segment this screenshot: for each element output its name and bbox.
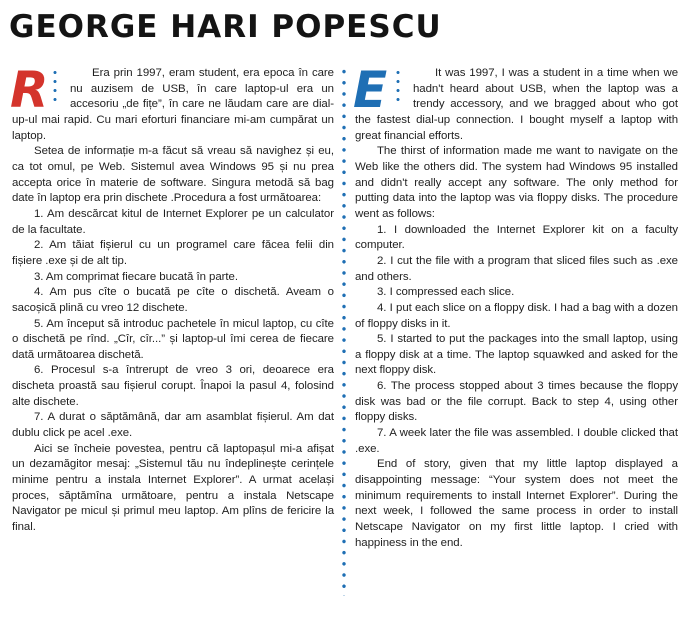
en-step-7: 7. A week later the file was assembled. I double clicked that .exe. (355, 427, 678, 455)
ro-step-2: 2. Am tăiat fișierul cu un programel care făcea felii din fișiere .exe și de alt tip. (12, 239, 334, 267)
en-step-6: 6. The process stopped about 3 times because the floppy disk was bad or the file corrupt. Back to step 4, using other floppy disks. (355, 380, 678, 424)
en-step-2: 2. I cut the file with a program that sliced files such as .exe and others. (355, 254, 678, 283)
ro-step-1: 1. Am descărcat kitul de Internet Explorer pe un calculator de la facultate. (12, 207, 334, 236)
romanian-column (10, 61, 334, 536)
ro-step-7: 7. A durat o săptămână, dar am asamblat fișierul. Am dat dublu click pe acel .exe. (12, 411, 334, 440)
en-step-4: 4. I put each slice on a floppy disk. I had a bag with a dozen of floppy disks in it. (355, 301, 678, 330)
ro-step-6: 6. Procesul s-a întrerupt de vreo 3 ori, deoarece era discheta proastă sau fișierul corupt. Înapoi la pasul 4, folosind alte dischete. (12, 364, 334, 408)
ro-step-4: 4. Am pus cîte o bucată pe cîte o dischetă. Aveam o sacoșică plină cu vreo 12 dischete. (12, 286, 334, 314)
english-column (353, 61, 678, 551)
ro-paragraph-1: Era prin 1997, eram student, era epoca în care nu auzisem de USB, în care laptop-ul era un accesoriu „de fițe”, în care ne lăudam care are dial-up-ul mai rapid. Cu mari eforturi financiare mi-am cumpărat un laptop. (12, 67, 334, 142)
en-paragraph-end: End of story, given that my little laptop displayed a disappointing message: “Your system does not meet the minimum requirements to install Internet Explorer”. During the next week, I followed the same process in order to install Netscape Navigator on my first little laptop. I cried with happiness in the end. (355, 458, 678, 549)
en-paragraph-2: The thirst of information made me want to navigate on the Web like the others did. The system had Windows 95 installed and didn't really accept any software. The only method for putting data into the laptop was via floppy disks. The procedure went as follows: (355, 145, 678, 220)
en-step-5: 5. I started to put the packages into the small laptop, using a floppy disk at a time. The laptop squawked and asked for the next floppy disk. (355, 333, 678, 377)
dropcap-e: E (353, 61, 388, 119)
ro-paragraph-end: Aici se încheie povestea, pentru că laptopașul mi-a afișat un dezamăgitor mesaj: „Sistemul tău nu îndeplinește cerințele minime pentru a instala Internet Explorer”. A urmat același proces, săptămîna următoare, pentru a instala Netscape Navigator pe micul și primul meu laptop. Am plîns de fericire la final. (12, 442, 334, 534)
article-title: GEORGE HARI POPESCU (9, 9, 442, 45)
en-step-1: 1. I downloaded the Internet Explorer kit on a faculty computer. (355, 223, 678, 252)
ro-step-5: 5. Am început să introduc pachetele în micul laptop, cu cîte o dischetă pe rînd. „Cîr, cîr...” și laptop-ul îmi cerea de fiecare dată următoarea dischetă. (12, 317, 334, 361)
en-paragraph-1: It was 1997, I was a student in a time when we hadn't heard about USB, when the laptop was a trendy accessory, and we bragged about who got the fastest dial-up connection. I bought myself a laptop with great financial efforts. (355, 67, 678, 142)
en-step-3: 3. I compressed each slice. (377, 286, 515, 299)
ro-paragraph-2: Setea de informație m-a făcut să vreau să navighez și eu, ca tot omul, pe Web. Sistemul avea Windows 95 și nu prea accepta orice în materie de software. Singura metodă să bag date în laptop era prin dischete .Procedura a fost următoarea: (12, 145, 334, 205)
ro-step-3: 3. Am comprimat fiecare bucată în parte. (34, 270, 238, 283)
column-divider-dots (341, 66, 347, 596)
dropcap-r: R (10, 61, 49, 119)
